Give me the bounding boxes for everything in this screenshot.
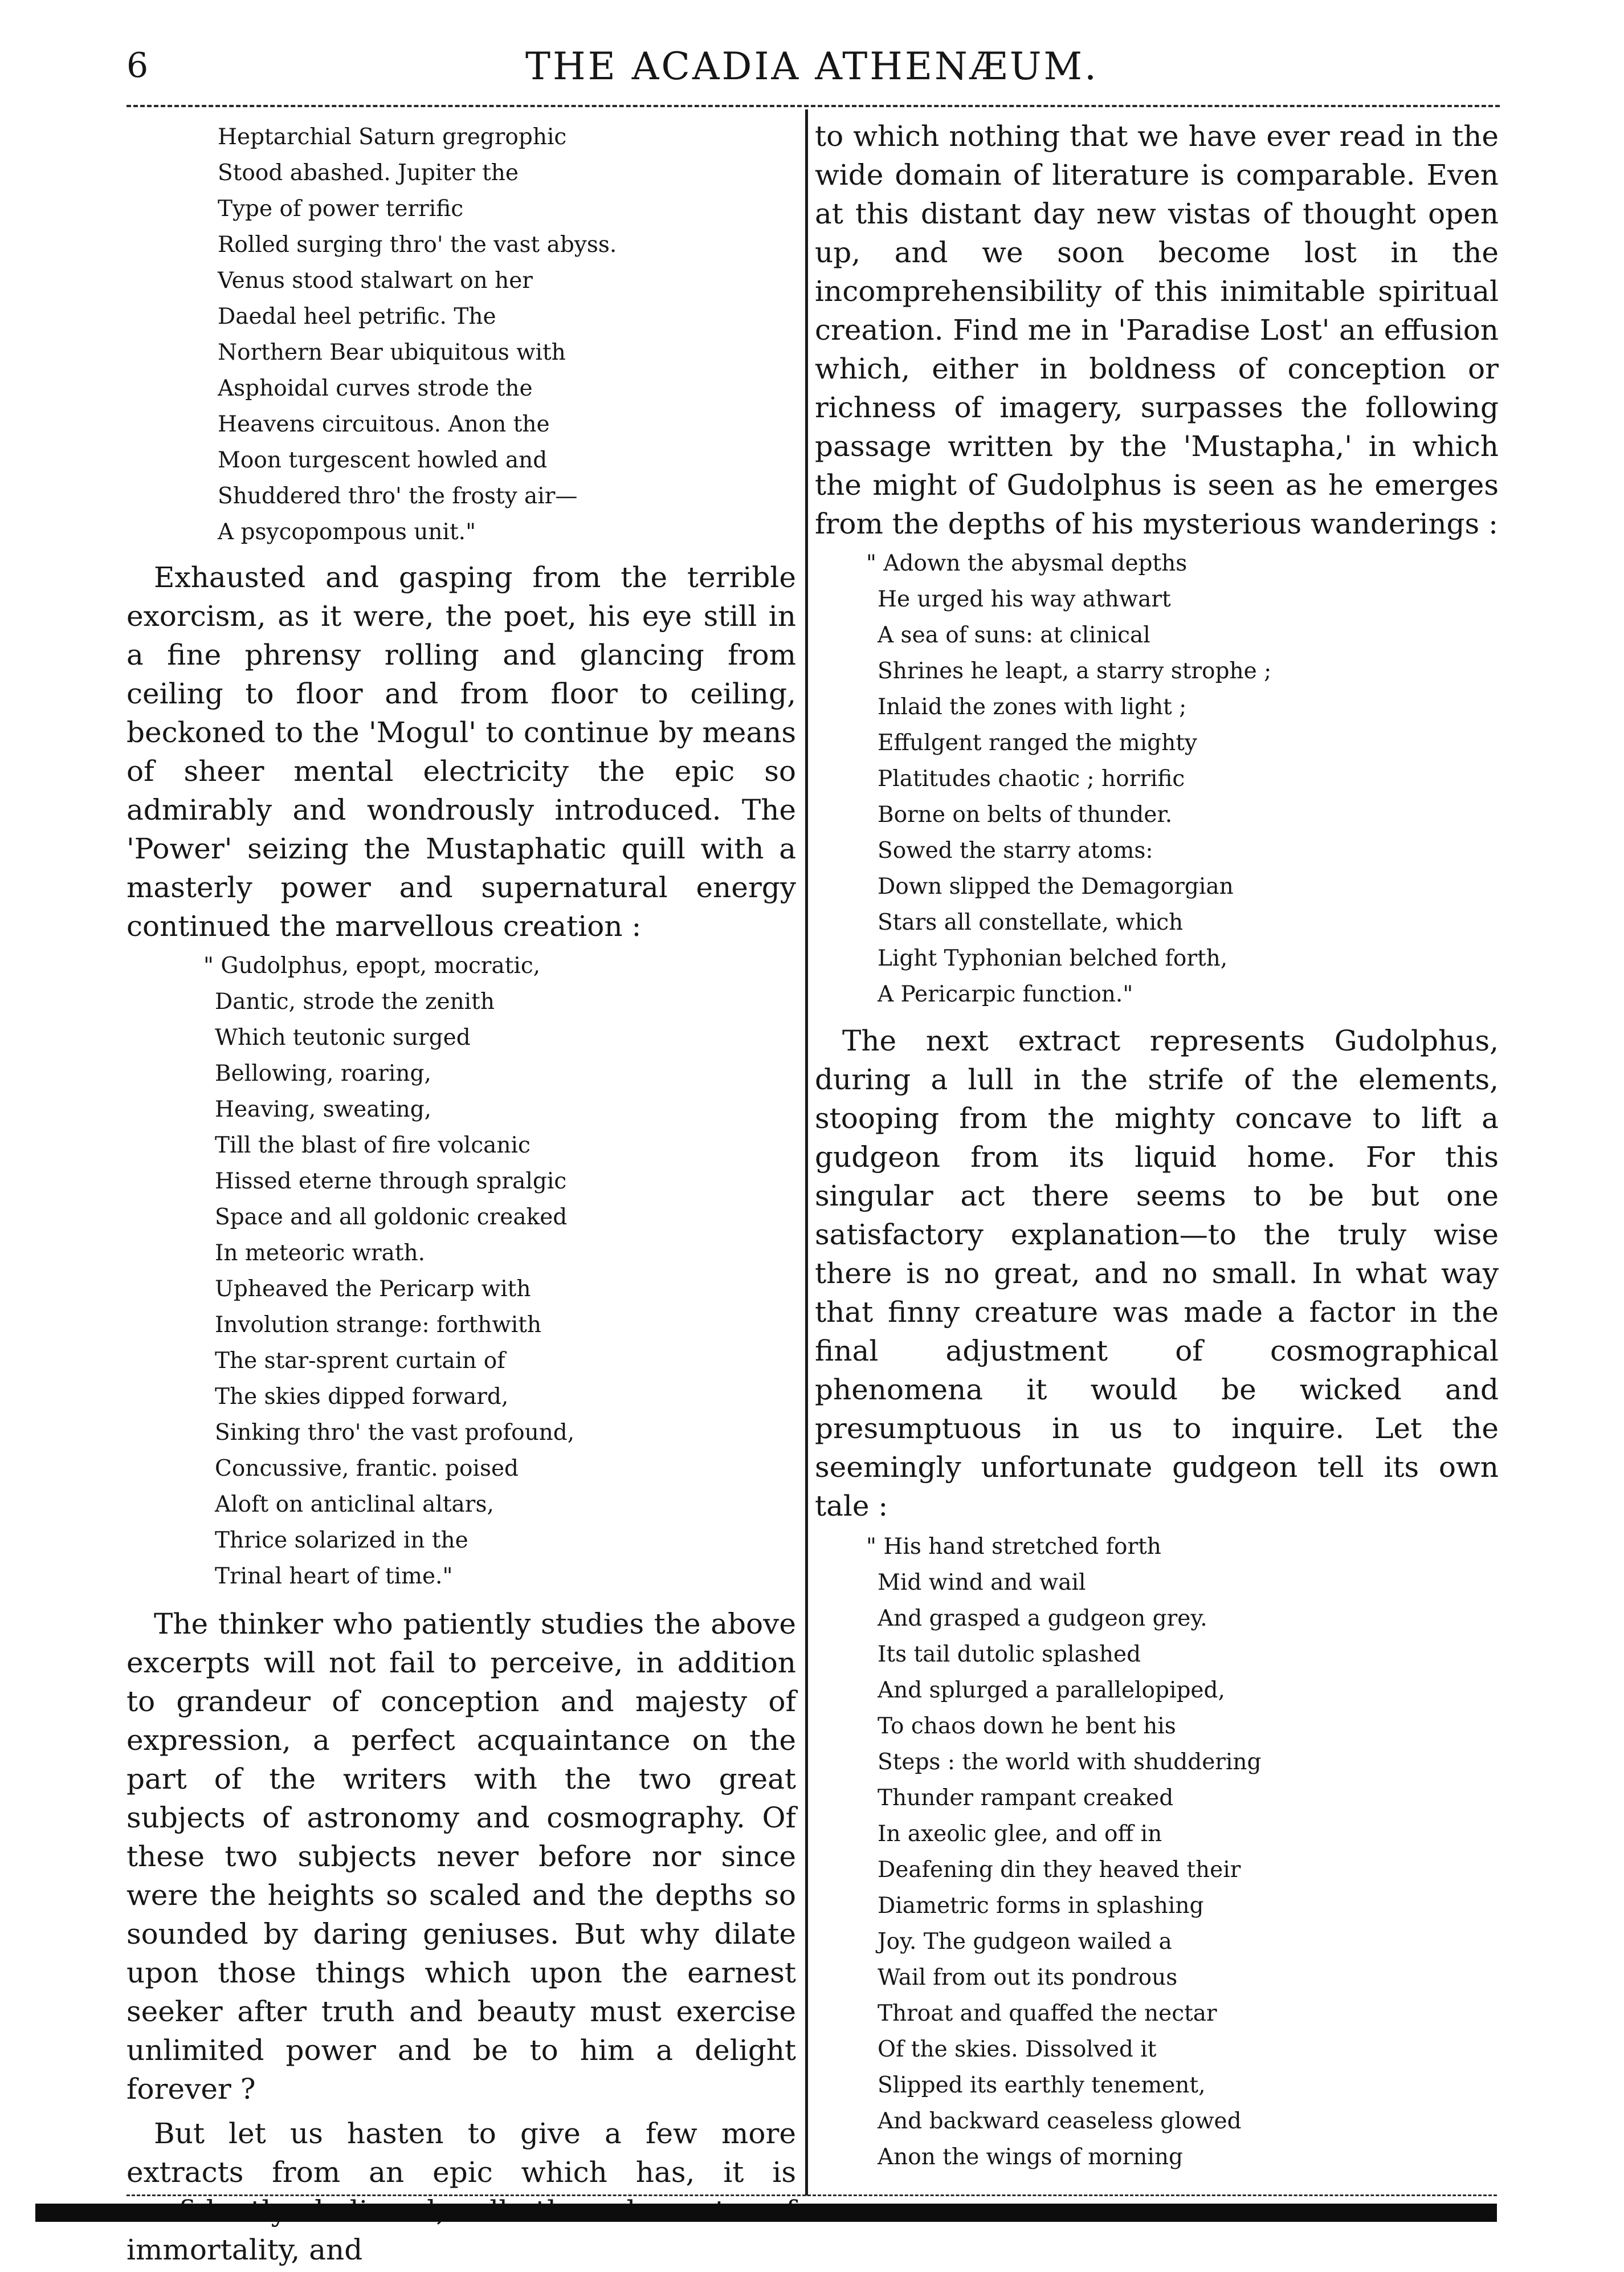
right-column [815,117,1499,2175]
paragraph: The thinker who patiently studies the above excerpts will not fail to perceive, in addition to grandeur of conception and majesty of expression, a perfect acquaintance on the part of the writers with the two great subjects of astronomy and cosmography. Of these two subjects never before nor since were the heights so scaled and the depths so sounded by daring geniuses. But why dilate upon those things which upon the earnest seeker after truth and beauty must exercise unlimited power and be to him a delight forever ? [127,1607,796,2106]
header-rule [127,105,1500,107]
verse-line: Stars all constellate, which [878,910,1184,935]
verse-line: Shrines he leapt, a starry strophe ; [878,658,1272,684]
paragraph: to which nothing that we have ever read in the wide domain of literature is comparable. Even at this distant day new vistas of thought open up, and we soon become lost in the incomprehensibility of this inimitable spiritual creation. Find me in 'Paradise Lost' an effusion which, either in boldness of conception or richness of imagery, surpasses the following passage written by the 'Mustapha,' in which the might of Gudolphus is seen as he emerges from the depths of his mysterious wanderings : [815,120,1499,540]
verse-line: Northern Bear ubiquitous with [218,340,566,365]
verse-line: In axeolic glee, and off in [878,1821,1162,1847]
page-number: 6 [127,46,149,85]
verse-line: He urged his way athwart [878,587,1171,612]
verse-line: A Pericarpic function." [878,982,1133,1007]
verse-line: Trinal heart of time." [215,1563,453,1589]
verse-line: Of the skies. Dissolved it [878,2037,1157,2062]
verse-line: Which teutonic surged [215,1025,471,1051]
verse-line: Aloft on anticlinal altars, [215,1492,494,1517]
verse-line: Asphoidal curves strode the [218,376,533,401]
verse-line: The skies dipped forward, [215,1384,509,1410]
footer-rule [127,2194,1497,2196]
verse-line: Slipped its earthly tenement, [878,2073,1206,2098]
verse-line: Till the blast of fire volcanic [215,1133,531,1158]
verse-line: Hissed eterne through spralgic [215,1168,567,1194]
verse-block [866,1529,1499,2175]
verse-line: The star-sprent curtain of [215,1348,505,1374]
paragraph: But let us hasten to give a few more extracts from an epic which has, it is immortality, and [127,2117,796,2266]
verse-line: Effulgent ranged the mighty [878,730,1197,756]
column-divider [805,109,808,2196]
verse-line: Deafening din they heaved their [878,1857,1241,1883]
verse-line: To chaos down he bent his [878,1713,1176,1739]
verse-line: Venus stood stalwart on her [218,268,533,294]
paragraph: Exhausted and gasping from the terrible exorcism, as it were, the poet, his eye still in a fine phrensy rolling and glancing from ceiling to floor and from floor to ceiling, beckoned to the 'Mogul' to continue by means of sheer mental electricity the epic so admirably and wondrously introduced. The 'Power' seizing the Mustaphatic quill with a masterly power and supernatural energy continued the marvellous creation : [127,561,796,943]
verse-line: Thunder rampant creaked [878,1785,1174,1811]
page-bottom-bar [35,2204,1497,2222]
verse-line: In meteoric wrath. [215,1240,426,1266]
left-column [127,117,796,2269]
verse-line: Inlaid the zones with light ; [878,694,1187,720]
verse-line: Sinking thro' the vast profound, [215,1420,575,1446]
verse-line: Steps : the world with shuddering [878,1749,1262,1775]
verse-line: Platitudes chaotic ; horrific [878,766,1185,792]
verse-line: Throat and quaffed the nectar [878,2001,1217,2026]
verse-line: Down slipped the Demagorgian [878,874,1234,899]
verse-line: Moon turgescent howled and [218,447,548,473]
verse-line: And backward ceaseless glowed [878,2108,1242,2134]
verse-line: Rolled surging thro' the vast abyss. [218,232,617,258]
verse-line: Its tail dutolic splashed [878,1642,1141,1667]
verse-block [218,119,796,550]
verse-line: Wail from out its pondrous [878,1965,1178,1990]
verse-line: Dantic, strode the zenith [215,989,495,1015]
verse-line: Involution strange: forthwith [215,1312,542,1338]
verse-line: Heavens circuitous. Anon the [218,412,550,437]
verse-line: " Adown the abysmal depths [866,551,1188,576]
verse-line: Bellowing, roaring, [215,1061,431,1086]
verse-line: Type of power terrific [218,196,464,222]
verse-line: And grasped a gudgeon grey. [878,1606,1207,1631]
verse-line: Light Typhonian belched forth, [878,946,1228,971]
verse-line: Thrice solarized in the [215,1528,468,1553]
verse-line: Heaving, sweating, [215,1097,432,1122]
verse-line: Concussive, frantic. poised [215,1456,519,1481]
verse-line: Upheaved the Pericarp with [215,1276,531,1302]
verse-block [203,948,796,1594]
verse-line: Stood abashed. Jupiter the [218,160,519,186]
verse-line: Shuddered thro' the frosty air— [218,483,578,509]
paragraph: The next extract represents Gudolphus, during a lull in the strife of the elements, stooping from the mighty concave to lift a gudgeon from its liquid home. For this singular act there seems to be but one satisfactory explanation—to the truly wise there is no great, and no small. In what way that finny creature was made a factor in the final adjustment of cosmographical phenomena it would be wicked and presumptuous in us to inquire. Let the seemingly unfortunate gudgeon tell its own tale : [815,1024,1499,1522]
verse-line: Borne on belts of thunder. [878,802,1173,828]
verse-line: " Gudolphus, epopt, mocratic, [203,953,541,979]
verse-line: Space and all goldonic creaked [215,1204,568,1230]
verse-line: Mid wind and wail [878,1570,1086,1595]
verse-line: A sea of suns: at clinical [878,622,1150,648]
verse-line: Diametric forms in splashing [878,1893,1204,1919]
running-title: THE ACADIA ATHENÆUM. [525,44,1099,88]
verse-line: " His hand stretched forth [866,1534,1161,1560]
verse-line: Joy. The gudgeon wailed a [878,1929,1172,1955]
verse-line: And splurged a parallelopiped, [878,1677,1225,1703]
verse-line: A psycopompous unit." [218,519,476,545]
verse-block [866,545,1499,1012]
verse-line: Heptarchial Saturn gregrophic [218,124,567,150]
verse-line: Anon the wings of morning [878,2144,1183,2170]
verse-line: Sowed the starry atoms: [878,838,1153,864]
verse-line: Daedal heel petrific. The [218,304,496,329]
